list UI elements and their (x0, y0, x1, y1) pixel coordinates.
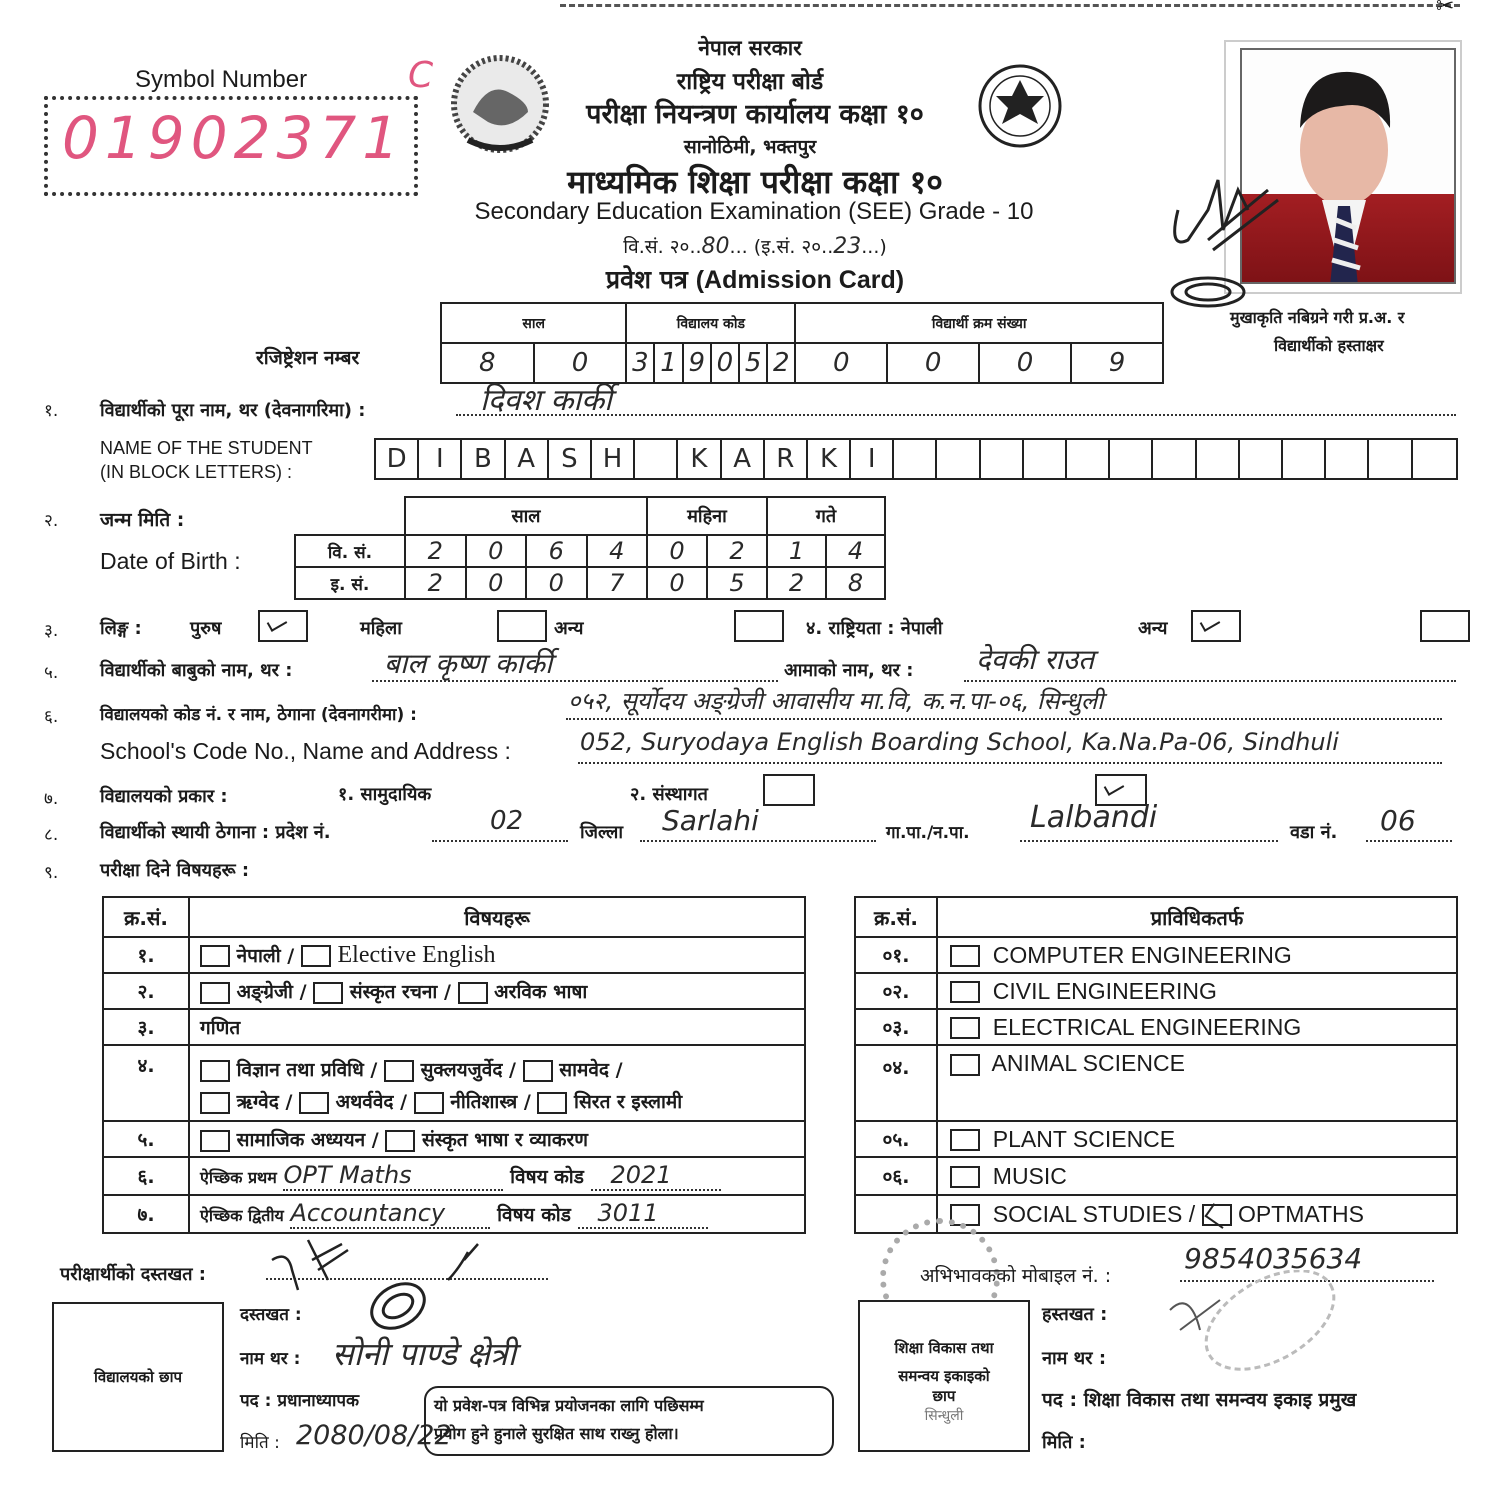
gender-female-checkbox[interactable] (497, 610, 547, 642)
field-7-number: ७. (44, 789, 59, 809)
technical-label: CIVIL ENGINEERING (992, 977, 1217, 1004)
technical-header-sn: क्र.सं. (855, 897, 937, 937)
optmaths-checkbox[interactable] (1202, 1204, 1232, 1226)
subjects-header-sn: क्र.सं. (103, 897, 189, 937)
school-type-institutional-label: २. संस्थागत (630, 784, 708, 805)
subject-row (103, 973, 805, 1009)
technical-row-sn: ०३. (855, 1009, 937, 1045)
symbol-number-label: Symbol Number (135, 66, 308, 93)
subject-checkbox[interactable] (200, 1130, 230, 1152)
school-type-community-checkbox[interactable] (763, 774, 815, 806)
dob-digit: 2 (707, 535, 767, 567)
field-6-number: ६. (44, 707, 59, 727)
unit-stamp-line-1: शिक्षा विकास तथा (894, 1339, 994, 1357)
symbol-number-mark: C (408, 55, 434, 96)
school-stamp-box (52, 1302, 224, 1452)
technical-row-sn: ०५. (855, 1121, 937, 1157)
nationality-nepali-checkbox[interactable] (1191, 610, 1241, 642)
dob-digit: 2 (767, 567, 826, 599)
technical-row (855, 937, 1457, 973)
block-letters-label-2: (IN BLOCK LETTERS) : (100, 462, 293, 482)
header-line-4: सानोठिमी, भक्तपुर (683, 136, 817, 158)
dob-row-label: वि. सं. (295, 535, 405, 567)
subject-row-sn: १. (103, 937, 189, 973)
field-5-label: विद्यार्थीको बाबुको नाम, थर : (100, 660, 293, 681)
block-letter-cell[interactable]: A (722, 440, 765, 478)
elective-first-value: OPT Maths (283, 1161, 503, 1191)
principal-date-label: मिति : (240, 1433, 280, 1453)
dob-digit: 7 (587, 567, 648, 599)
photo-caption-1: मुखाकृति नबिग्रने गरी प्र.अ. र (1230, 308, 1405, 327)
unit-date-label: मिति : (1042, 1432, 1086, 1453)
full-name-np-value: दिवश कार्की (480, 383, 612, 418)
technical-checkbox[interactable] (950, 1054, 980, 1076)
technical-checkbox[interactable] (950, 945, 980, 967)
reg-header-serial: विद्यार्थी क्रम संख्या (795, 303, 1163, 343)
reg-school-digit: 2 (767, 343, 795, 383)
district-label: जिल्ला (580, 822, 624, 843)
subject-checkbox[interactable] (299, 1092, 329, 1114)
principal-post-label: पद : प्रधानाध्यापक (240, 1391, 360, 1411)
school-type-community-label: १. सामुदायिक (338, 784, 432, 805)
elective-label: ऐच्छिक द्वितीय (200, 1206, 284, 1225)
subject-row (103, 1157, 805, 1195)
technical-checkbox[interactable] (950, 1166, 980, 1188)
unit-stamp-line-3: छाप (932, 1387, 956, 1405)
subject-checkbox[interactable] (384, 1060, 414, 1082)
technical-label: PLANT SCIENCE (992, 1125, 1176, 1152)
unit-stamp-line-2: समन्वय इकाइको (898, 1367, 990, 1385)
subject-checkbox[interactable] (200, 982, 230, 1004)
subject-row-sn: ३. (103, 1009, 189, 1045)
subject-label: अरविक भाषा (494, 981, 588, 1003)
technical-row (855, 973, 1457, 1009)
subject-row-sn: २. (103, 973, 189, 1009)
subject-label: सुक्लयजुर्वेद (420, 1059, 503, 1081)
nationality-other-label: अन्य (1138, 618, 1168, 639)
municipality-label: गा.पा./न.पा. (886, 823, 970, 843)
subject-options: सामाजिक अध्ययन / संस्कृत भाषा र व्याकरण (189, 1121, 805, 1157)
dob-header-day: गते (767, 497, 885, 535)
field-9-number: ९. (44, 863, 59, 883)
block-letter-cell[interactable] (1283, 440, 1326, 478)
subject-label: नेपाली (236, 944, 281, 967)
field-7-label: विद्यालयको प्रकार : (100, 786, 228, 807)
subject-options: विज्ञान तथा प्रविधि / सुक्लयजुर्वेद / सामवेद / ऋग्वेद / अथर्ववेद / नीतिशास्त्र / सिरत र इस्लामी (189, 1045, 805, 1121)
subject-checkbox[interactable] (385, 1130, 415, 1152)
guardian-mobile-label: अभिभावकको मोबाइल नं. : (920, 1265, 1112, 1287)
block-letter-cell[interactable]: K (678, 440, 721, 478)
subject-code-label: विषय कोड (510, 1166, 584, 1188)
field-5-number: ५. (44, 663, 59, 683)
municipality-value: Lalbandi (1030, 800, 1158, 835)
nationality-label: ४. राष्ट्रियता : नेपाली (806, 618, 943, 639)
principal-name-label: नाम थर : (240, 1349, 301, 1369)
block-letter-cell[interactable] (981, 440, 1024, 478)
dob-digit: 4 (826, 535, 885, 567)
subjects-table (102, 896, 806, 1234)
block-letter-cell[interactable] (1197, 440, 1240, 478)
scissors-icon: ✂ (1436, 0, 1455, 19)
subject-checkbox[interactable] (537, 1092, 567, 1114)
reg-serial-digit: 0 (795, 343, 887, 383)
block-letter-cell[interactable]: D (376, 440, 419, 478)
subject-checkbox[interactable] (523, 1060, 553, 1082)
elective-first-code: 2021 (591, 1161, 721, 1191)
notice-box (424, 1386, 834, 1456)
reg-year-digit: 8 (441, 343, 534, 383)
subject-label: ऋग्वेद (236, 1091, 279, 1113)
technical-label: ELECTRICAL ENGINEERING (992, 1013, 1302, 1040)
unit-sign-label: हस्तखत : (1042, 1304, 1108, 1325)
field-1-label: विद्यार्थीको पूरा नाम, थर (देवनागरिमा) : (100, 400, 366, 421)
school-np-value: ०५२, सूर्योदय अङ्ग्रेजी आवासीय मा.वि, क.न.पा-०६, सिन्धुली (568, 687, 1104, 715)
block-letter-cell[interactable] (1067, 440, 1110, 478)
subject-label: सामाजिक अध्ययन (236, 1129, 366, 1151)
elective-second-code: 3011 (578, 1199, 708, 1229)
symbol-number-value: 01902371 (62, 104, 406, 172)
reg-school-digit: 0 (711, 343, 739, 383)
card-title-en: (Admission Card) (695, 266, 905, 294)
technical-checkbox[interactable] (950, 1017, 980, 1039)
field-2-label: जन्म मिति : (100, 509, 185, 531)
reg-school-digit: 1 (654, 343, 682, 383)
father-name-value: बाल कृष्ण कार्की (384, 647, 553, 680)
subject-row (103, 1009, 805, 1045)
technical-row (855, 1121, 1457, 1157)
subject-checkbox[interactable] (301, 945, 331, 967)
block-letter-cell[interactable] (635, 440, 678, 478)
elective-first (189, 1157, 805, 1195)
block-letter-cell[interactable] (1413, 440, 1456, 478)
dob-header-year: साल (405, 497, 647, 535)
card-title-np: प्रवेश पत्र (605, 265, 688, 294)
subject-options: नेपाली / Elective English (189, 937, 805, 973)
block-letter-cell[interactable] (1240, 440, 1283, 478)
block-letter-cell[interactable] (1110, 440, 1153, 478)
reg-school-digit: 5 (739, 343, 767, 383)
school-stamp-label: विद्यालयको छाप (94, 1368, 182, 1386)
field-3-label: लिङ्ग : (100, 618, 142, 639)
gender-female-label: महिला (360, 618, 402, 639)
subject-row (103, 1195, 805, 1233)
reg-header-year: साल (441, 303, 626, 343)
technical-row-sn: ०४. (855, 1045, 937, 1121)
block-letter-cell[interactable] (1024, 440, 1067, 478)
technical-option (937, 1195, 1457, 1233)
technical-option (937, 1157, 1457, 1195)
subject-row-sn: ७. (103, 1195, 189, 1233)
technical-subjects-table (854, 896, 1458, 1234)
reg-year-digit: 0 (534, 343, 627, 383)
subject-label: नीतिशास्त्र (450, 1091, 518, 1113)
block-letters-label-1: NAME OF THE STUDENT (100, 438, 313, 458)
block-letter-cell[interactable] (1153, 440, 1196, 478)
dob-digit: 8 (826, 567, 885, 599)
year-bs: 80 (701, 234, 730, 259)
block-letter-cell[interactable]: K (808, 440, 851, 478)
dob-digit: 2 (405, 535, 466, 567)
gender-other-label: अन्य (554, 618, 584, 639)
block-letter-cell[interactable]: H (592, 440, 635, 478)
dob-row-label: इ. सं. (295, 567, 405, 599)
block-letter-cell[interactable]: B (462, 440, 505, 478)
subject-checkbox[interactable] (200, 1092, 230, 1114)
technical-row (855, 1009, 1457, 1045)
exam-title-en: Secondary Education Examination (SEE) Grade - 10 (474, 198, 1034, 225)
ward-value: 06 (1380, 804, 1416, 837)
subject-row (103, 1121, 805, 1157)
technical-label: COMPUTER ENGINEERING (992, 941, 1292, 968)
notice-line-2: प्रयोग हुने हुनाले सुरक्षित साथ राख्नु होला। (434, 1424, 679, 1443)
subject-row-sn: ६. (103, 1157, 189, 1195)
dob-row-bs (295, 535, 885, 567)
header-line-3: परीक्षा नियन्त्रण कार्यालय कक्षा १० (586, 99, 924, 130)
field-6-label: विद्यालयको कोड नं. र नाम, ठेगाना (देवनागरीमा) : (100, 705, 417, 725)
subject-options: अङ्ग्रेजी / संस्कृत रचना / अरविक भाषा (189, 973, 805, 1009)
dob-digit: 5 (707, 567, 767, 599)
block-letters-field[interactable] (374, 438, 1458, 480)
reg-school-digit: 9 (683, 343, 711, 383)
field-8-number: ८. (44, 825, 59, 845)
dob-digit: 1 (767, 535, 826, 567)
technical-header-title: प्राविधिकतर्फ (937, 897, 1457, 937)
unit-name-label: नाम थर : (1042, 1348, 1107, 1369)
technical-row-sn: ०६. (855, 1157, 937, 1195)
ward-label: वडा नं. (1290, 822, 1338, 843)
subject-label: अथर्ववेद (335, 1091, 394, 1113)
block-letter-cell[interactable] (937, 440, 980, 478)
subject-row-sn: ५. (103, 1121, 189, 1157)
year-ad: 23 (833, 234, 862, 259)
technical-option (937, 1121, 1457, 1157)
reg-serial-digit: 9 (1071, 343, 1163, 383)
school-en-value: 052, Suryodaya English Boarding School, Ka.Na.Pa-06, Sindhuli (580, 728, 1339, 756)
dob-digit: 0 (466, 535, 527, 567)
official-seal-icon (1160, 1270, 1340, 1390)
gender-male-checkbox[interactable] (258, 610, 308, 642)
subject-row-sn: ४. (103, 1045, 189, 1121)
year-bs-prefix: वि.सं. २०.. (623, 236, 702, 258)
block-letter-cell[interactable] (1369, 440, 1412, 478)
reg-header-school-code: विद्यालय कोड (626, 303, 795, 343)
photo-caption-2: विद्यार्थीको हस्ताक्षर (1274, 336, 1384, 355)
mother-name-label: आमाको नाम, थर : (784, 660, 914, 681)
technical-checkbox[interactable] (950, 1129, 980, 1151)
block-letter-cell[interactable]: R (765, 440, 808, 478)
subject-label: गणित (189, 1009, 805, 1045)
technical-row-sn: ०१. (855, 937, 937, 973)
dob-row-ad (295, 567, 885, 599)
subject-checkbox[interactable] (458, 982, 488, 1004)
block-letter-cell[interactable]: I (851, 440, 894, 478)
header-line-1: नेपाल सरकार (698, 36, 802, 60)
province-value: 02 (490, 806, 524, 836)
mother-name-value: देवकी राउत (976, 643, 1095, 676)
block-letter-cell[interactable]: A (506, 440, 549, 478)
subject-checkbox[interactable] (200, 1060, 230, 1082)
block-letter-cell[interactable]: I (419, 440, 462, 478)
reg-school-digit: 3 (626, 343, 654, 383)
gender-male-label: पुरुष (190, 618, 222, 639)
field-8-label: विद्यार्थीको स्थायी ठेगाना : प्रदेश नं. (100, 822, 331, 843)
dob-corner (295, 497, 405, 535)
principal-sign-label: दस्तखत : (240, 1305, 302, 1325)
dob-table (294, 496, 886, 600)
guardian-mobile-value: 9854035634 (1184, 1242, 1363, 1275)
photo-signature (1168, 170, 1288, 310)
field-9-label: परीक्षा दिने विषयहरू : (100, 860, 250, 881)
field-3-number: ३. (44, 621, 59, 641)
reg-serial-digit: 0 (979, 343, 1071, 383)
subject-label: संस्कृत रचना (349, 981, 438, 1003)
dob-digit: 0 (466, 567, 527, 599)
exam-title-np: माध्यमिक शिक्षा परीक्षा कक्षा १० (567, 163, 943, 201)
dob-digit: 0 (647, 567, 707, 599)
dob-header-month: महिना (647, 497, 767, 535)
nationality-other-checkbox[interactable] (1420, 610, 1470, 642)
unit-post-label: पद : शिक्षा विकास तथा समन्वय इकाइ प्रमुख (1042, 1389, 1357, 1411)
technical-row (855, 1045, 1457, 1121)
subject-code-label: विषय कोड (497, 1204, 571, 1226)
cut-line (560, 4, 1460, 10)
subject-label: अङ्ग्रेजी (236, 981, 293, 1003)
dob-digit: 4 (587, 535, 648, 567)
subject-label: सामवेद (559, 1059, 610, 1081)
technical-option (937, 1045, 1457, 1121)
gender-other-checkbox[interactable] (734, 610, 784, 642)
examinee-signature (268, 1230, 508, 1330)
subject-row (103, 1045, 805, 1121)
school-en-label: School's Code No., Name and Address : (100, 738, 511, 764)
examinee-signature-label: परीक्षार्थीको दस्तखत : (60, 1264, 207, 1285)
year-ad-prefix: ... (इ.सं. २०.. (729, 236, 834, 258)
field-1-number: १. (44, 401, 59, 421)
dob-digit: 6 (526, 535, 587, 567)
notice-line-1: यो प्रवेश-पत्र विभिन्न प्रयोजनका लागि पछिसम्म (434, 1396, 704, 1415)
registration-label: रजिष्ट्रेशन नम्बर (256, 347, 360, 369)
dob-digit: 0 (526, 567, 587, 599)
subject-label: संस्कृत भाषा र व्याकरण (421, 1129, 588, 1151)
dob-digit: 2 (405, 567, 466, 599)
technical-label: OPTMATHS (1237, 1200, 1365, 1227)
dob-digit: 0 (647, 535, 707, 567)
elective-second-value: Accountancy (290, 1199, 490, 1229)
header-line-2: राष्ट्रिय परीक्षा बोर्ड (676, 69, 824, 95)
subject-row (103, 937, 805, 973)
field-2-number: २. (44, 511, 59, 531)
unit-stamp-ink: सिन्धुली (924, 1408, 964, 1424)
district-value: Sarlahi (662, 804, 759, 837)
subjects-header-subjects: विषयहरू (189, 897, 805, 937)
technical-checkbox[interactable] (950, 981, 980, 1003)
reg-serial-digit: 0 (887, 343, 979, 383)
unit-stamp-box (858, 1300, 1030, 1452)
technical-option (937, 973, 1457, 1009)
block-letter-cell[interactable]: S (549, 440, 592, 478)
dob-label-en: Date of Birth : (100, 548, 241, 574)
elective-second (189, 1195, 805, 1233)
registration-table (440, 302, 1164, 384)
technical-label: ANIMAL SCIENCE (991, 1050, 1185, 1076)
block-letter-cell[interactable] (1326, 440, 1369, 478)
principal-name-value: सोनी पाण्डे क्षेत्री (332, 1335, 516, 1373)
technical-label: SOCIAL STUDIES / (992, 1200, 1196, 1227)
subject-checkbox[interactable] (414, 1092, 444, 1114)
subject-checkbox[interactable] (200, 945, 230, 967)
year-suffix: ...) (861, 236, 887, 258)
elective-label: ऐच्छिक प्रथम (200, 1168, 277, 1187)
subject-label: विज्ञान तथा प्रविधि (236, 1059, 364, 1081)
subject-checkbox[interactable] (313, 982, 343, 1004)
principal-date-value: 2080/08/22 (296, 1420, 452, 1451)
technical-label: MUSIC (992, 1162, 1067, 1189)
subject-label: Elective English (337, 941, 496, 968)
technical-option (937, 937, 1457, 973)
registration-digits (441, 343, 1163, 383)
technical-option (937, 1009, 1457, 1045)
subject-label: सिरत र इस्लामी (574, 1091, 683, 1113)
block-letter-cell[interactable] (894, 440, 937, 478)
technical-row (855, 1157, 1457, 1195)
technical-row-sn: ०२. (855, 973, 937, 1009)
